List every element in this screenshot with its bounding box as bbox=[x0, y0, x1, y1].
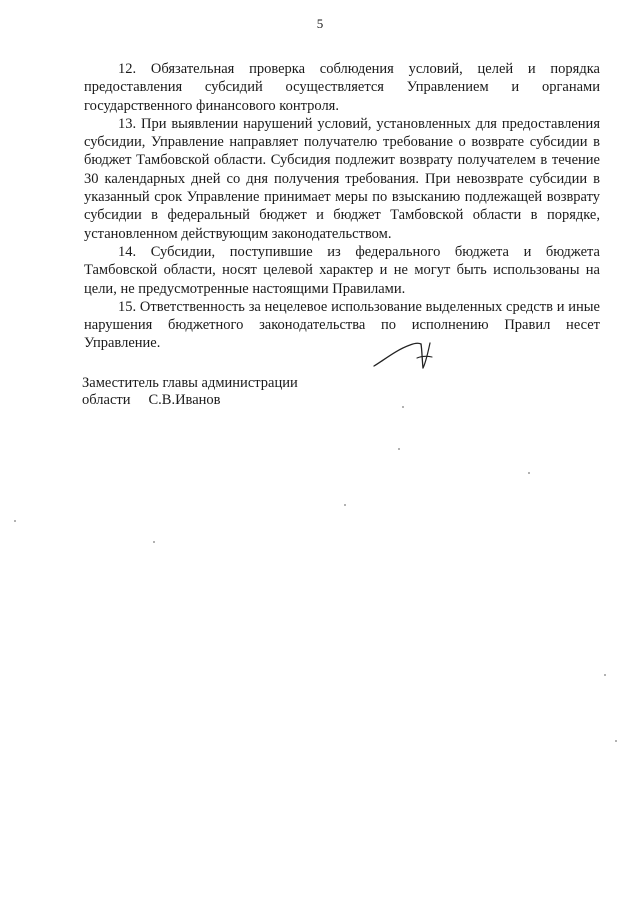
scan-speck bbox=[344, 504, 346, 506]
scan-speck bbox=[528, 472, 530, 474]
paragraph-13: 13. При выявлении нарушений условий, установленных для предоставления субсидии, Управление направляет получателю требование о возврате субсидии в бюджет Тамбовской области. Субсидия подлежит возврату получателем в течение 30 календарных дней со дня получения требования. При невозврате субсидии в указанный срок Управление принимает меры по взысканию подлежащей возврату субсидии в федеральный бюджет и бюджет Тамбовской области в порядке, установленном действующим законодательством. bbox=[84, 115, 600, 242]
scan-speck bbox=[153, 541, 155, 543]
signoff-block bbox=[82, 375, 298, 409]
paragraph-14: 14. Субсидии, поступившие из федерального бюджета и бюджета Тамбовской области, носят целевой характер и не могут быть использованы на цели, не предусмотренные настоящими Правилами. bbox=[84, 243, 600, 297]
scan-speck bbox=[402, 406, 404, 408]
signoff-name: С.В.Иванов bbox=[148, 392, 221, 408]
scan-speck bbox=[615, 740, 617, 742]
document-body bbox=[84, 60, 600, 353]
page-number: 5 bbox=[316, 16, 324, 31]
scan-speck bbox=[398, 448, 400, 450]
scan-speck bbox=[604, 674, 606, 676]
signoff-line2 bbox=[82, 392, 298, 409]
handwritten-signature bbox=[370, 338, 440, 372]
paragraph-12: 12. Обязательная проверка соблюдения условий, целей и порядка предоставления субсидий осуществляется Управлением и органами государственного финансового контроля. bbox=[84, 61, 600, 114]
signoff-position: Заместитель главы администрации bbox=[82, 375, 298, 391]
paragraph-15: 15. Ответственность за нецелевое использование выделенных средств и иные нарушения бюджетного законодательства по исполнению Правил несет Управление. bbox=[84, 298, 600, 352]
signoff-region: области bbox=[82, 392, 131, 408]
scan-speck bbox=[14, 520, 16, 522]
